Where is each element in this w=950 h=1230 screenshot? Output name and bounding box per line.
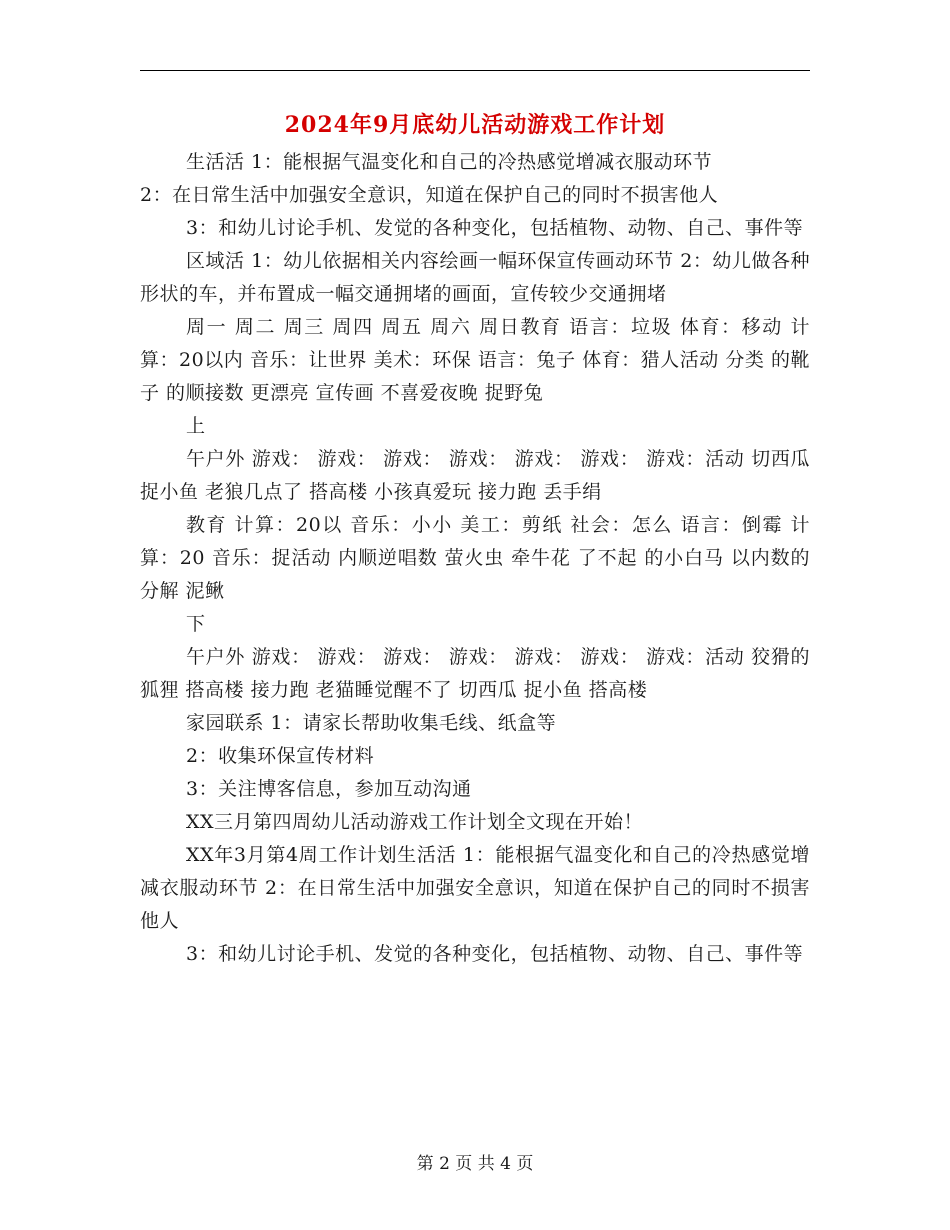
document-body	[140, 146, 810, 971]
header-rule	[140, 70, 810, 71]
paragraph: XX三月第四周幼儿活动游戏工作计划全文现在开始！	[186, 811, 644, 833]
paragraph: 3：关注博客信息，参加互动沟通	[186, 778, 472, 800]
document-title: 2024年9月底幼儿活动游戏工作计划	[284, 112, 666, 138]
paragraph: 3：和幼儿讨论手机、发觉的各种变化，包括植物、动物、自己、事件等	[186, 943, 804, 965]
paragraph: 午户外 游戏： 游戏： 游戏： 游戏： 游戏： 游戏： 游戏：活动 切西瓜 捉小鱼 老狼几点了 搭高楼 小孩真爱玩 接力跑 丢手绢	[140, 448, 810, 503]
paragraph: 2：收集环保宣传材料	[186, 745, 375, 767]
paragraph: XX年3月第4周工作计划生活活 1：能根据气温变化和自己的冷热感觉增减衣服动环节 2：在日常生活中加强安全意识，知道在保护自己的同时不损害他人	[140, 844, 810, 932]
paragraph: 午户外 游戏： 游戏： 游戏： 游戏： 游戏： 游戏： 游戏：活动 狡猾的狐狸 搭高楼 接力跑 老猫睡觉醒不了 切西瓜 捉小鱼 搭高楼	[140, 646, 810, 701]
paragraph: 区域活 1：幼儿依据相关内容绘画一幅环保宣传画动环节 2：幼儿做各种形状的车，并布置成一幅交通拥堵的画面，宣传较少交通拥堵	[140, 250, 810, 305]
paragraph: 上	[186, 415, 206, 437]
paragraph: 家园联系 1：请家长帮助收集毛线、纸盒等	[186, 712, 557, 734]
page-footer: 第 2 页 共 4 页	[416, 1154, 534, 1174]
paragraph: 3：和幼儿讨论手机、发觉的各种变化，包括植物、动物、自己、事件等	[186, 217, 804, 239]
paragraph: 2：在日常生活中加强安全意识，知道在保护自己的同时不损害他人	[140, 184, 719, 206]
paragraph: 周一 周二 周三 周四 周五 周六 周日教育 语言：垃圾 体育：移动 计算：20以内 音乐：让世界 美术：环保 语言：兔子 体育：猎人活动 分类 的靴子 的顺接数 更漂亮 宣传画 不喜爱夜晚 捉野兔	[140, 316, 810, 404]
paragraph: 生活活 1：能根据气温变化和自己的冷热感觉增减衣服动环节	[186, 151, 713, 173]
paragraph: 教育 计算：20以 音乐：小小 美工：剪纸 社会：怎么 语言：倒霉 计算：20 音乐：捉活动 内顺逆唱数 萤火虫 牵牛花 了不起 的小白马 以内数的分解 泥鳅	[140, 514, 810, 602]
paragraph: 下	[186, 613, 206, 635]
